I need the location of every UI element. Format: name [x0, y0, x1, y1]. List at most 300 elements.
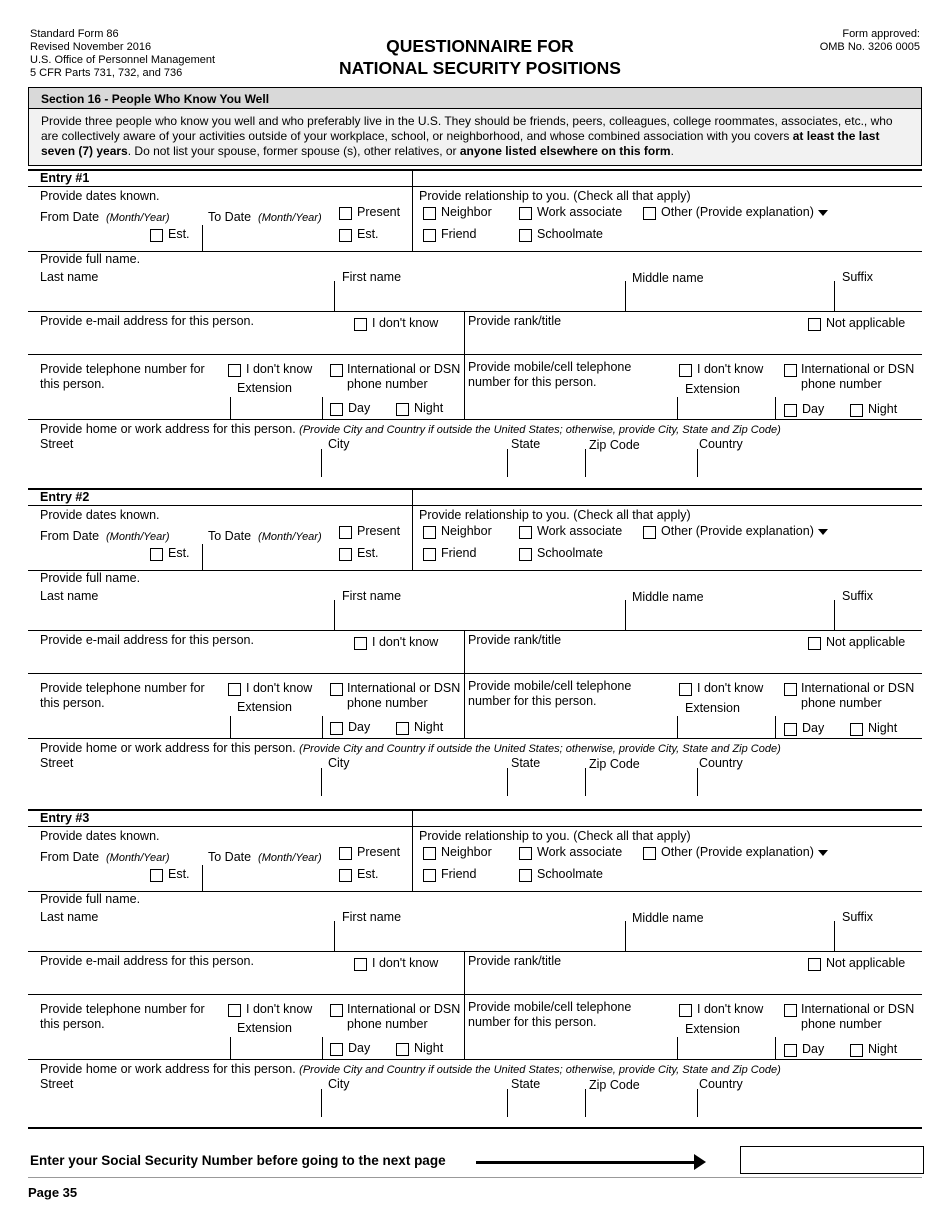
rule	[28, 1059, 922, 1060]
friend-checkbox[interactable]	[423, 869, 436, 882]
schoolmate-checkbox[interactable]	[519, 229, 532, 242]
international-label: International or DSN phone number	[801, 1002, 915, 1031]
rule	[28, 570, 922, 571]
rule	[625, 921, 626, 951]
mobile-label: Provide mobile/cell telephone number for this person.	[468, 679, 632, 708]
entry-divider	[28, 169, 922, 171]
zip-input[interactable]	[588, 453, 697, 475]
from-date-est-checkbox[interactable]	[150, 869, 163, 882]
zip-input[interactable]	[588, 1093, 697, 1115]
rule	[464, 630, 465, 738]
dont-know-label: I don't know	[246, 362, 313, 376]
phone-label: Provide telephone number for this person.	[40, 1002, 205, 1031]
rule	[28, 419, 922, 420]
mobile-night-checkbox[interactable]	[850, 404, 863, 417]
est-label: Est.	[357, 227, 379, 241]
from-date-label: From Date (Month/Year)	[40, 850, 170, 864]
mobile-international-checkbox[interactable]	[784, 364, 797, 377]
mobile-night-checkbox[interactable]	[850, 1044, 863, 1057]
zip-label: Zip Code	[589, 438, 640, 452]
email-input[interactable]	[38, 650, 462, 672]
est-label: Est.	[357, 867, 379, 881]
rule	[464, 311, 465, 419]
form-line: 5 CFR Parts 731, 732, and 736	[30, 67, 183, 79]
to-date-label: To Date (Month/Year)	[208, 529, 322, 543]
to-date-est-checkbox[interactable]	[339, 229, 352, 242]
neighbor-checkbox[interactable]	[423, 207, 436, 220]
last-name-input[interactable]	[38, 926, 332, 948]
arrow-head-icon	[694, 1154, 706, 1170]
extension-label: Extension	[237, 381, 292, 395]
est-label: Est.	[168, 546, 190, 560]
mobile-label: Provide mobile/cell telephone number for this person.	[468, 360, 632, 389]
to-date-est-checkbox[interactable]	[339, 548, 352, 561]
night-label: Night	[868, 721, 898, 735]
international-label: International or DSN phone number	[801, 681, 915, 710]
rule	[507, 449, 508, 477]
night-label: Night	[868, 402, 898, 416]
suffix-input[interactable]	[838, 605, 922, 627]
not-applicable-checkbox[interactable]	[808, 318, 821, 331]
country-input[interactable]	[700, 1093, 922, 1115]
phone-input[interactable]	[38, 1039, 228, 1059]
arrow-right-icon	[476, 1161, 696, 1164]
middle-name-input[interactable]	[629, 286, 833, 308]
rule	[322, 1037, 323, 1059]
state-label: State	[511, 756, 541, 770]
rule	[834, 281, 835, 311]
street-label: Street	[40, 1077, 74, 1091]
first-name-input[interactable]	[338, 286, 624, 308]
middle-name-label: Middle name	[632, 590, 704, 604]
state-input[interactable]	[510, 1093, 586, 1115]
friend-label: Friend	[441, 867, 477, 881]
last-name-input[interactable]	[38, 605, 332, 627]
mobile-day-checkbox[interactable]	[784, 1044, 797, 1057]
entry-title: Entry #2	[40, 490, 90, 504]
street-input[interactable]	[38, 453, 320, 475]
suffix-input[interactable]	[838, 286, 922, 308]
rule	[834, 921, 835, 951]
present-checkbox[interactable]	[339, 526, 352, 539]
rule	[321, 768, 322, 796]
international-checkbox[interactable]	[330, 364, 343, 377]
email-label: Provide e-mail address for this person.	[40, 314, 254, 328]
city-label: City	[328, 1077, 350, 1091]
other-label[interactable]: Other (Provide explanation)	[661, 845, 828, 859]
entry-2	[0, 488, 950, 808]
dont-know-label: I don't know	[372, 956, 439, 970]
zip-input[interactable]	[588, 772, 697, 794]
ssn-prompt: Enter your Social Security Number before going to the next page	[30, 1153, 446, 1168]
present-label: Present	[357, 524, 401, 538]
not-applicable-checkbox[interactable]	[808, 637, 821, 650]
dropdown-arrow-icon[interactable]	[818, 529, 828, 535]
rule	[28, 186, 922, 187]
relationship-label: Provide relationship to you. (Check all that apply)	[419, 189, 691, 203]
schoolmate-label: Schoolmate	[537, 546, 604, 560]
dropdown-arrow-icon[interactable]	[818, 210, 828, 216]
rule	[834, 600, 835, 630]
rule	[585, 1089, 586, 1117]
state-input[interactable]	[510, 453, 586, 475]
rule	[625, 600, 626, 630]
last-name-label: Last name	[40, 270, 99, 284]
country-label: Country	[699, 756, 743, 770]
night-checkbox[interactable]	[396, 1043, 409, 1056]
to-date-label: To Date (Month/Year)	[208, 210, 322, 224]
extension-input[interactable]	[234, 1039, 322, 1059]
suffix-label: Suffix	[842, 910, 874, 924]
entry-divider	[28, 809, 922, 811]
est-label: Est.	[168, 227, 190, 241]
other-checkbox[interactable]	[643, 847, 656, 860]
dates-known-label: Provide dates known.	[40, 189, 160, 203]
rule	[775, 1037, 776, 1059]
work-associate-checkbox[interactable]	[519, 526, 532, 539]
page-number: Page 35	[28, 1185, 78, 1200]
rule	[230, 716, 231, 738]
friend-checkbox[interactable]	[423, 229, 436, 242]
rule	[28, 505, 922, 506]
friend-checkbox[interactable]	[423, 548, 436, 561]
street-label: Street	[40, 756, 74, 770]
first-name-input[interactable]	[338, 605, 624, 627]
rank-label: Provide rank/title	[468, 954, 562, 968]
rule	[202, 865, 203, 891]
city-label: City	[328, 437, 350, 451]
rank-input[interactable]	[468, 331, 922, 353]
rule	[28, 951, 922, 952]
rule	[677, 716, 678, 738]
dont-know-label: I don't know	[697, 362, 764, 376]
mobile-night-checkbox[interactable]	[850, 723, 863, 736]
city-input[interactable]	[325, 1093, 507, 1115]
present-checkbox[interactable]	[339, 207, 352, 220]
email-dont-know-checkbox[interactable]	[354, 958, 367, 971]
rule	[230, 1037, 231, 1059]
night-label: Night	[868, 1042, 898, 1056]
rule	[28, 994, 922, 995]
from-date-input[interactable]	[28, 546, 142, 566]
full-name-label: Provide full name.	[40, 252, 141, 266]
mobile-international-checkbox[interactable]	[784, 1004, 797, 1017]
phone-dont-know-checkbox[interactable]	[228, 1004, 241, 1017]
day-label: Day	[348, 401, 371, 415]
rule	[322, 397, 323, 419]
full-name-label: Provide full name.	[40, 892, 141, 906]
country-label: Country	[699, 437, 743, 451]
full-name-label: Provide full name.	[40, 571, 141, 585]
present-label: Present	[357, 205, 401, 219]
rule	[625, 281, 626, 311]
mobile-dont-know-checkbox[interactable]	[679, 1004, 692, 1017]
dates-known-label: Provide dates known.	[40, 508, 160, 522]
international-checkbox[interactable]	[330, 683, 343, 696]
day-checkbox[interactable]	[330, 722, 343, 735]
est-label: Est.	[168, 867, 190, 881]
phone-input[interactable]	[38, 399, 228, 419]
mobile-extension-input[interactable]	[681, 1039, 775, 1059]
rule	[585, 768, 586, 796]
rule	[507, 1089, 508, 1117]
est-label: Est.	[357, 546, 379, 560]
omb-number: OMB No. 3206 0005	[819, 41, 920, 53]
rule	[202, 225, 203, 251]
night-checkbox[interactable]	[396, 403, 409, 416]
night-checkbox[interactable]	[396, 722, 409, 735]
email-dont-know-checkbox[interactable]	[354, 318, 367, 331]
form-line: Revised November 2016	[30, 41, 152, 53]
other-label[interactable]: Other (Provide explanation)	[661, 524, 828, 538]
rule	[677, 397, 678, 419]
rule	[28, 673, 922, 674]
mobile-day-checkbox[interactable]	[784, 723, 797, 736]
rule	[334, 600, 335, 630]
entry-divider	[28, 488, 922, 490]
rule	[775, 716, 776, 738]
neighbor-checkbox[interactable]	[423, 526, 436, 539]
rule	[28, 311, 922, 312]
middle-name-input[interactable]	[629, 926, 833, 948]
from-date-label: From Date (Month/Year)	[40, 529, 170, 543]
footer-rule	[28, 1177, 922, 1178]
street-label: Street	[40, 437, 74, 451]
rule	[507, 768, 508, 796]
international-label: International or DSN phone number	[801, 362, 915, 391]
other-checkbox[interactable]	[643, 207, 656, 220]
rule	[775, 397, 776, 419]
rule	[28, 251, 922, 252]
rule	[677, 1037, 678, 1059]
email-input[interactable]	[38, 971, 462, 993]
dates-known-label: Provide dates known.	[40, 829, 160, 843]
last-name-input[interactable]	[38, 286, 332, 308]
first-name-input[interactable]	[338, 926, 624, 948]
other-label[interactable]: Other (Provide explanation)	[661, 205, 828, 219]
schoolmate-label: Schoolmate	[537, 867, 604, 881]
instr-text: .	[670, 144, 674, 158]
title-line-1: QUESTIONNAIRE FOR	[386, 36, 574, 56]
phone-label: Provide telephone number for this person.	[40, 681, 205, 710]
from-date-est-checkbox[interactable]	[150, 229, 163, 242]
mobile-input[interactable]	[468, 718, 677, 738]
to-date-input[interactable]	[206, 867, 330, 887]
schoolmate-checkbox[interactable]	[519, 548, 532, 561]
email-label: Provide e-mail address for this person.	[40, 633, 254, 647]
phone-label: Provide telephone number for this person.	[40, 362, 205, 391]
mobile-label: Provide mobile/cell telephone number for this person.	[468, 1000, 632, 1029]
to-date-input[interactable]	[206, 546, 330, 566]
rule	[334, 921, 335, 951]
work-associate-label: Work associate	[537, 845, 623, 859]
suffix-label: Suffix	[842, 270, 874, 284]
zip-label: Zip Code	[589, 1078, 640, 1092]
neighbor-checkbox[interactable]	[423, 847, 436, 860]
dont-know-label: I don't know	[372, 316, 439, 330]
form-id-block	[30, 28, 215, 80]
to-date-est-checkbox[interactable]	[339, 869, 352, 882]
to-date-label: To Date (Month/Year)	[208, 850, 322, 864]
dont-know-label: I don't know	[697, 1002, 764, 1016]
section-heading: Section 16 - People Who Know You Well	[28, 87, 922, 109]
entry-1	[0, 169, 950, 489]
from-date-input[interactable]	[28, 227, 142, 247]
street-input[interactable]	[38, 772, 320, 794]
relationship-label: Provide relationship to you. (Check all that apply)	[419, 508, 691, 522]
extension-input[interactable]	[234, 399, 322, 419]
entry-3	[0, 809, 950, 1129]
mobile-extension-input[interactable]	[681, 399, 775, 419]
mobile-dont-know-checkbox[interactable]	[679, 364, 692, 377]
night-label: Night	[414, 720, 444, 734]
suffix-label: Suffix	[842, 589, 874, 603]
friend-label: Friend	[441, 546, 477, 560]
city-label: City	[328, 756, 350, 770]
international-label: International or DSN phone number	[347, 681, 461, 710]
rule	[412, 490, 413, 570]
form-line: U.S. Office of Personnel Management	[30, 54, 216, 66]
city-input[interactable]	[325, 453, 507, 475]
rule	[28, 738, 922, 739]
dont-know-label: I don't know	[697, 681, 764, 695]
instr-bold: anyone listed elsewhere on this form	[459, 144, 671, 158]
international-checkbox[interactable]	[330, 1004, 343, 1017]
mobile-international-checkbox[interactable]	[784, 683, 797, 696]
address-label: Provide home or work address for this person. (Provide City and Country if outside the United States; otherwise, provide City, State and Zip Code)	[40, 741, 781, 755]
rank-label: Provide rank/title	[468, 314, 562, 328]
mobile-dont-know-checkbox[interactable]	[679, 683, 692, 696]
work-associate-checkbox[interactable]	[519, 847, 532, 860]
rule	[28, 630, 922, 631]
not-applicable-checkbox[interactable]	[808, 958, 821, 971]
day-label: Day	[802, 1042, 825, 1056]
rule	[321, 449, 322, 477]
state-label: State	[511, 437, 541, 451]
day-checkbox[interactable]	[330, 1043, 343, 1056]
day-label: Day	[802, 402, 825, 416]
rank-label: Provide rank/title	[468, 633, 562, 647]
state-input[interactable]	[510, 772, 586, 794]
rule	[412, 811, 413, 891]
rule	[321, 1089, 322, 1117]
work-associate-checkbox[interactable]	[519, 207, 532, 220]
day-label: Day	[348, 720, 371, 734]
form-line: Standard Form 86	[30, 28, 119, 40]
relationship-label: Provide relationship to you. (Check all that apply)	[419, 829, 691, 843]
middle-name-input[interactable]	[629, 605, 833, 627]
work-associate-label: Work associate	[537, 524, 623, 538]
last-name-label: Last name	[40, 589, 99, 603]
extension-input[interactable]	[234, 718, 322, 738]
ssn-input[interactable]	[740, 1146, 924, 1174]
title-line-2: NATIONAL SECURITY POSITIONS	[339, 58, 621, 78]
schoolmate-label: Schoolmate	[537, 227, 604, 241]
state-label: State	[511, 1077, 541, 1091]
day-label: Day	[348, 1041, 371, 1055]
mobile-day-checkbox[interactable]	[784, 404, 797, 417]
friend-label: Friend	[441, 227, 477, 241]
section-instructions	[28, 109, 922, 166]
rank-input[interactable]	[468, 971, 922, 993]
email-input[interactable]	[38, 331, 462, 353]
from-date-label: From Date (Month/Year)	[40, 210, 170, 224]
night-label: Night	[414, 1041, 444, 1055]
email-label: Provide e-mail address for this person.	[40, 954, 254, 968]
work-associate-label: Work associate	[537, 205, 623, 219]
entry-title: Entry #1	[40, 171, 90, 185]
day-checkbox[interactable]	[330, 403, 343, 416]
rule	[28, 354, 922, 355]
middle-name-label: Middle name	[632, 911, 704, 925]
rule	[28, 891, 922, 892]
rule	[697, 1089, 698, 1117]
omb-approval	[820, 28, 920, 54]
to-date-input[interactable]	[206, 227, 330, 247]
not-applicable-label: Not applicable	[826, 956, 906, 970]
phone-input[interactable]	[38, 718, 228, 738]
rule	[697, 449, 698, 477]
extension-label: Extension	[685, 1022, 740, 1036]
dropdown-arrow-icon[interactable]	[818, 850, 828, 856]
not-applicable-label: Not applicable	[826, 316, 906, 330]
mobile-input[interactable]	[468, 1039, 677, 1059]
from-date-est-checkbox[interactable]	[150, 548, 163, 561]
present-checkbox[interactable]	[339, 847, 352, 860]
rule	[697, 768, 698, 796]
middle-name-label: Middle name	[632, 271, 704, 285]
extension-label: Extension	[237, 1021, 292, 1035]
dont-know-label: I don't know	[246, 1002, 313, 1016]
first-name-label: First name	[342, 910, 402, 924]
rule	[334, 281, 335, 311]
international-label: International or DSN phone number	[347, 1002, 461, 1031]
street-input[interactable]	[38, 1093, 320, 1115]
rule	[28, 826, 922, 827]
last-name-label: Last name	[40, 910, 99, 924]
zip-label: Zip Code	[589, 757, 640, 771]
other-checkbox[interactable]	[643, 526, 656, 539]
mobile-input[interactable]	[468, 399, 677, 419]
phone-dont-know-checkbox[interactable]	[228, 683, 241, 696]
suffix-input[interactable]	[838, 926, 922, 948]
page-title	[280, 35, 680, 79]
neighbor-label: Neighbor	[441, 524, 492, 538]
schoolmate-checkbox[interactable]	[519, 869, 532, 882]
from-date-input[interactable]	[28, 867, 142, 887]
rule	[230, 397, 231, 419]
day-label: Day	[802, 721, 825, 735]
rule	[322, 716, 323, 738]
country-label: Country	[699, 1077, 743, 1091]
instr-text: . Do not list your spouse, former spouse (s), other relatives, or	[127, 144, 460, 158]
neighbor-label: Neighbor	[441, 845, 492, 859]
rank-input[interactable]	[468, 650, 922, 672]
dont-know-label: I don't know	[372, 635, 439, 649]
country-input[interactable]	[700, 772, 922, 794]
rule	[585, 449, 586, 477]
rule	[412, 171, 413, 251]
mobile-extension-input[interactable]	[681, 718, 775, 738]
email-dont-know-checkbox[interactable]	[354, 637, 367, 650]
phone-dont-know-checkbox[interactable]	[228, 364, 241, 377]
approved-label: Form approved:	[842, 28, 920, 40]
country-input[interactable]	[700, 453, 922, 475]
rule	[464, 951, 465, 1059]
city-input[interactable]	[325, 772, 507, 794]
address-label: Provide home or work address for this person. (Provide City and Country if outside the United States; otherwise, provide City, State and Zip Code)	[40, 422, 781, 436]
not-applicable-label: Not applicable	[826, 635, 906, 649]
